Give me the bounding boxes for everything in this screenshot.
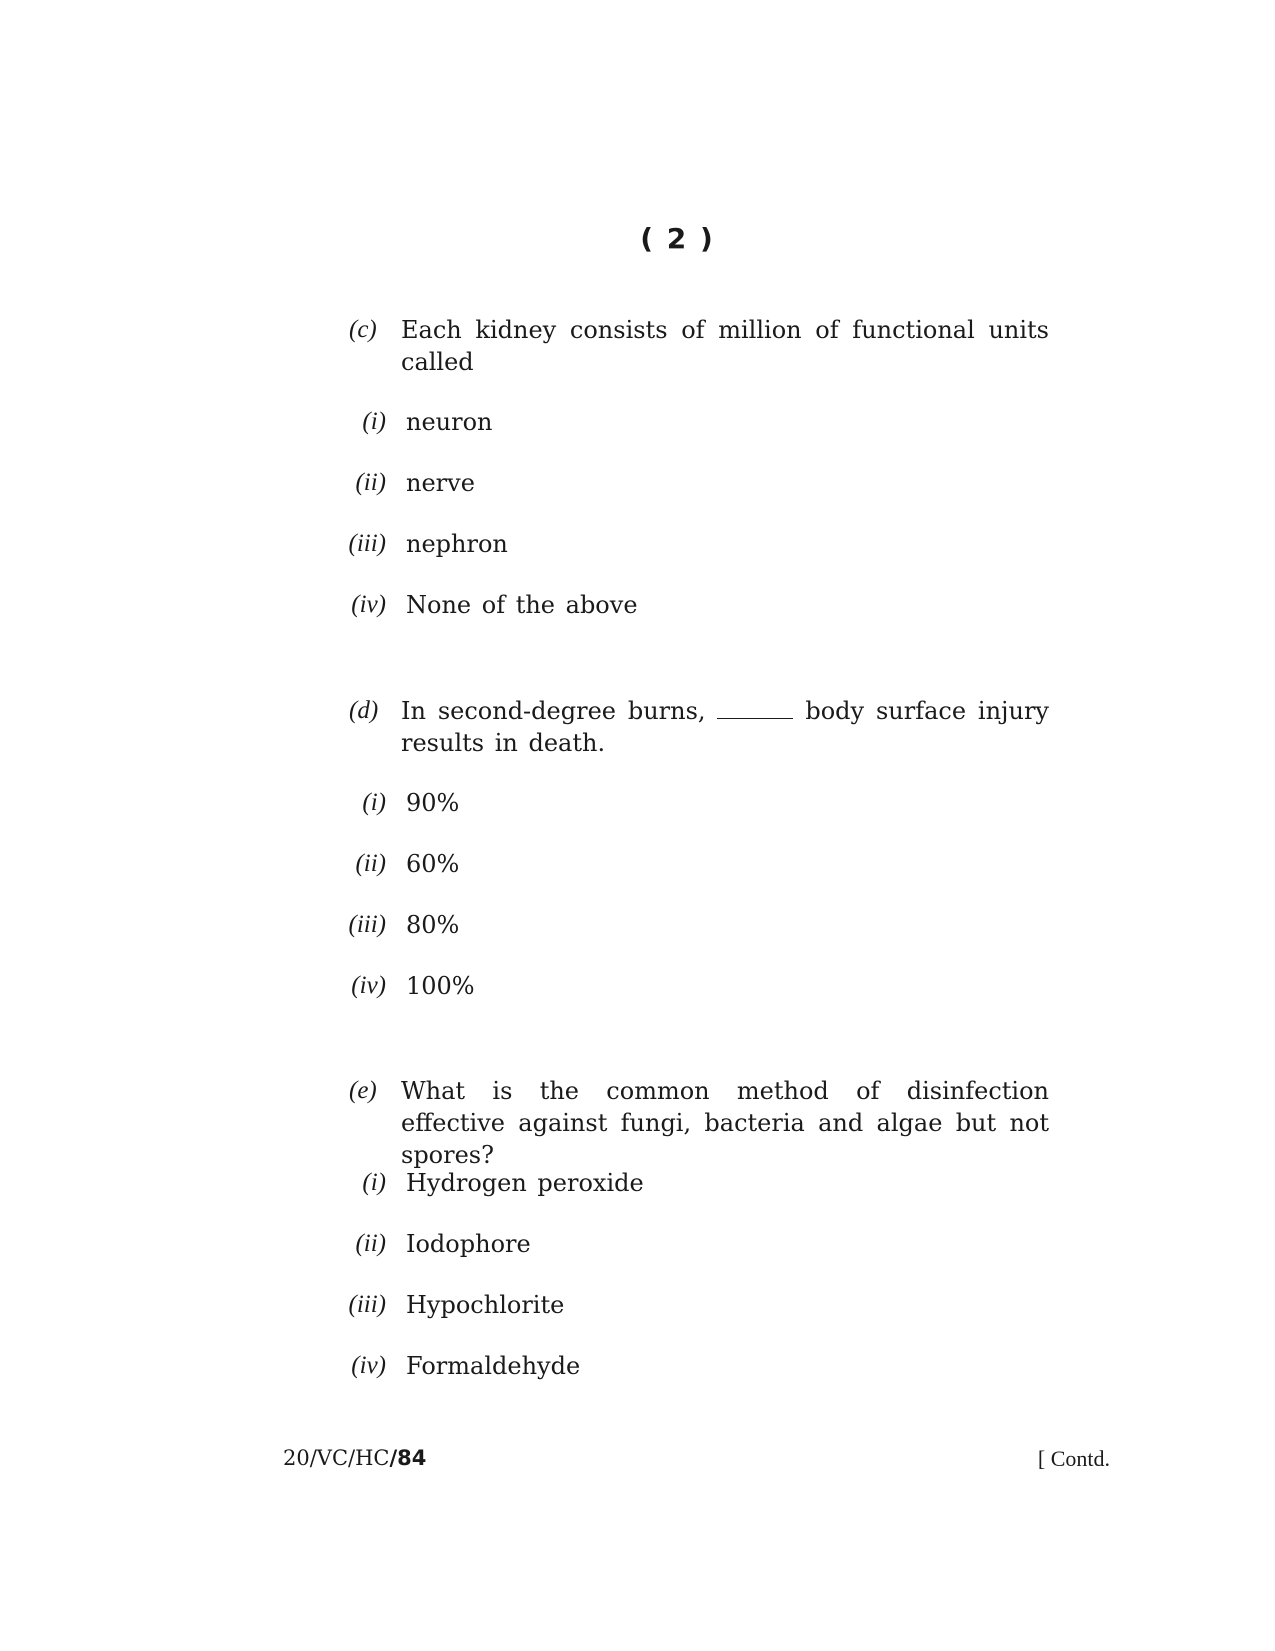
question-label: (d) xyxy=(349,697,379,724)
option-label: (iv) xyxy=(351,591,386,618)
option-text: 90% xyxy=(406,789,460,817)
question-label: (e) xyxy=(349,1077,377,1104)
page-number: ( 2 ) xyxy=(640,222,715,255)
option-text: 80% xyxy=(406,911,460,939)
option-text: None of the above xyxy=(406,591,638,619)
option-label: (ii) xyxy=(355,850,386,877)
question-e xyxy=(349,1075,1049,1171)
question-text-after-blank: body surface injury results in death. xyxy=(401,697,1049,757)
question-text xyxy=(401,695,1049,759)
continued-marker: [ Contd. xyxy=(1037,1446,1110,1471)
option-text: nephron xyxy=(406,530,508,558)
option-text: Formaldehyde xyxy=(406,1352,581,1380)
paper-code-suffix: /84 xyxy=(389,1446,427,1470)
option-text: neuron xyxy=(406,408,493,436)
option-text: Iodophore xyxy=(406,1230,531,1258)
option-label: (iv) xyxy=(351,972,386,999)
paper-code-prefix: 20/VC/HC xyxy=(283,1446,390,1470)
paper-code xyxy=(283,1446,426,1470)
question-text-before-blank: In second-degree burns, xyxy=(401,697,706,725)
option-text: Hypochlorite xyxy=(406,1291,565,1319)
answer-blank xyxy=(717,698,793,719)
option-label: (ii) xyxy=(355,469,386,496)
question-c xyxy=(349,314,1049,378)
option-text: 60% xyxy=(406,850,460,878)
option-label: (iv) xyxy=(351,1352,386,1379)
option-label: (iii) xyxy=(348,1291,386,1318)
option-label: (i) xyxy=(362,408,386,435)
option-label: (i) xyxy=(362,789,386,816)
option-text: 100% xyxy=(406,972,475,1000)
question-text: What is the common method of disinfection effective against fungi, bacteria and algae but not spores? xyxy=(401,1077,1049,1169)
question-d xyxy=(349,695,1049,759)
option-label: (i) xyxy=(362,1169,386,1196)
option-label: (iii) xyxy=(348,530,386,557)
option-text: nerve xyxy=(406,469,475,497)
option-label: (ii) xyxy=(355,1230,386,1257)
question-text: Each kidney consists of million of functional units called xyxy=(401,316,1049,376)
option-text: Hydrogen peroxide xyxy=(406,1169,644,1197)
option-label: (iii) xyxy=(348,911,386,938)
question-label: (c) xyxy=(349,316,377,343)
